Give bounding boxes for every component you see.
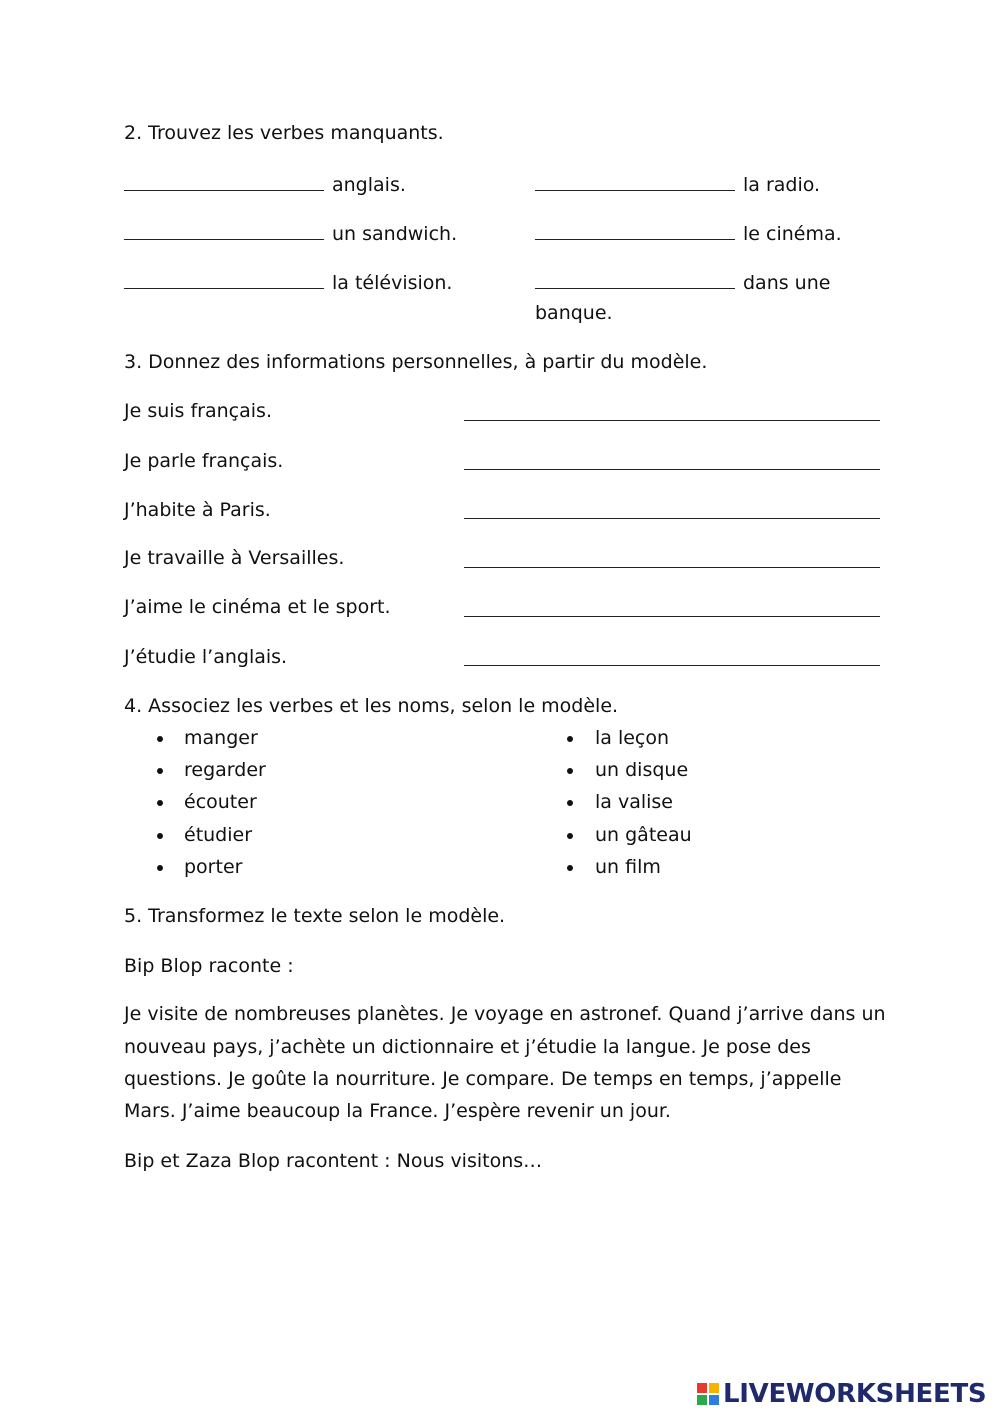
story-line: Je visite de nombreuses planètes. Je voyage en astronef. Quand j’arrive dans un: [124, 1003, 886, 1025]
bullet-icon: [567, 736, 573, 742]
liveworksheets-logo: [697, 1378, 986, 1410]
answer-line[interactable]: [464, 518, 880, 519]
exercise-2-continuation: banque.: [535, 302, 613, 324]
answer-blank[interactable]: [124, 171, 324, 191]
story-line: nouveau pays, j’achète un dictionnaire et j’étudie la langue. Je pose des: [124, 1036, 811, 1058]
answer-blank[interactable]: [535, 171, 735, 191]
bullet-icon: [567, 768, 573, 774]
verb-item[interactable]: porter: [184, 856, 243, 878]
noun-item[interactable]: la leçon: [595, 727, 670, 749]
model-sentence: J’aime le cinéma et le sport.: [124, 596, 391, 618]
exercise-2-complement: la radio.: [743, 174, 821, 196]
bullet-icon: [567, 833, 573, 839]
exercise-2-complement: dans une: [743, 272, 831, 294]
story-line: questions. Je goûte la nourriture. Je compare. De temps en temps, j’appelle: [124, 1068, 842, 1090]
exercise-2-row-1-left: [124, 171, 406, 197]
exercise-2-row-3-right: [535, 269, 830, 295]
story-line: Mars. J’aime beaucoup la France. J’espère revenir un jour.: [124, 1100, 671, 1122]
noun-item[interactable]: un disque: [595, 759, 689, 781]
verb-item[interactable]: écouter: [184, 791, 257, 813]
story-intro: Bip Blop raconte :: [124, 955, 294, 977]
exercise-2-complement: anglais.: [332, 174, 406, 196]
answer-line[interactable]: [464, 469, 880, 470]
answer-line[interactable]: [464, 420, 880, 421]
exercise-2-row-2-left: [124, 220, 457, 246]
answer-prompt: Bip et Zaza Blop racontent : Nous visitons…: [124, 1150, 543, 1172]
logo-text: LIVEWORKSHEETS: [723, 1379, 987, 1409]
answer-blank[interactable]: [535, 220, 735, 240]
bullet-icon: [157, 768, 163, 774]
answer-blank[interactable]: [124, 220, 324, 240]
exercise-2-complement: un sandwich.: [332, 223, 458, 245]
bullet-icon: [567, 865, 573, 871]
bullet-icon: [567, 800, 573, 806]
exercise-2-row-1-right: [535, 171, 820, 197]
noun-item[interactable]: un gâteau: [595, 824, 692, 846]
answer-line[interactable]: [464, 665, 880, 666]
section-3-title: 3. Donnez des informations personnelles, à partir du modèle.: [124, 351, 708, 373]
bullet-icon: [157, 833, 163, 839]
answer-line[interactable]: [464, 567, 880, 568]
model-sentence: Je suis français.: [124, 400, 272, 422]
bullet-icon: [157, 865, 163, 871]
verb-item[interactable]: manger: [184, 727, 258, 749]
bullet-icon: [157, 800, 163, 806]
section-5-title: 5. Transformez le texte selon le modèle.: [124, 905, 506, 927]
logo-mark-icon: [697, 1383, 719, 1405]
exercise-2-complement: le cinéma.: [743, 223, 842, 245]
model-sentence: J’étudie l’anglais.: [124, 646, 288, 668]
noun-item[interactable]: un film: [595, 856, 661, 878]
noun-item[interactable]: la valise: [595, 791, 673, 813]
model-sentence: Je parle français.: [124, 450, 284, 472]
model-sentence: Je travaille à Versailles.: [124, 547, 345, 569]
verb-item[interactable]: étudier: [184, 824, 253, 846]
section-4-title: 4. Associez les verbes et les noms, selon le modèle.: [124, 695, 619, 717]
answer-line[interactable]: [464, 616, 880, 617]
section-2-title: 2. Trouvez les verbes manquants.: [124, 122, 444, 144]
verb-item[interactable]: regarder: [184, 759, 266, 781]
answer-blank[interactable]: [124, 269, 324, 289]
answer-blank[interactable]: [535, 269, 735, 289]
exercise-2-row-3-left: [124, 269, 452, 295]
model-sentence: J’habite à Paris.: [124, 499, 271, 521]
bullet-icon: [157, 736, 163, 742]
exercise-2-complement: la télévision.: [332, 272, 453, 294]
exercise-2-row-2-right: [535, 220, 842, 246]
